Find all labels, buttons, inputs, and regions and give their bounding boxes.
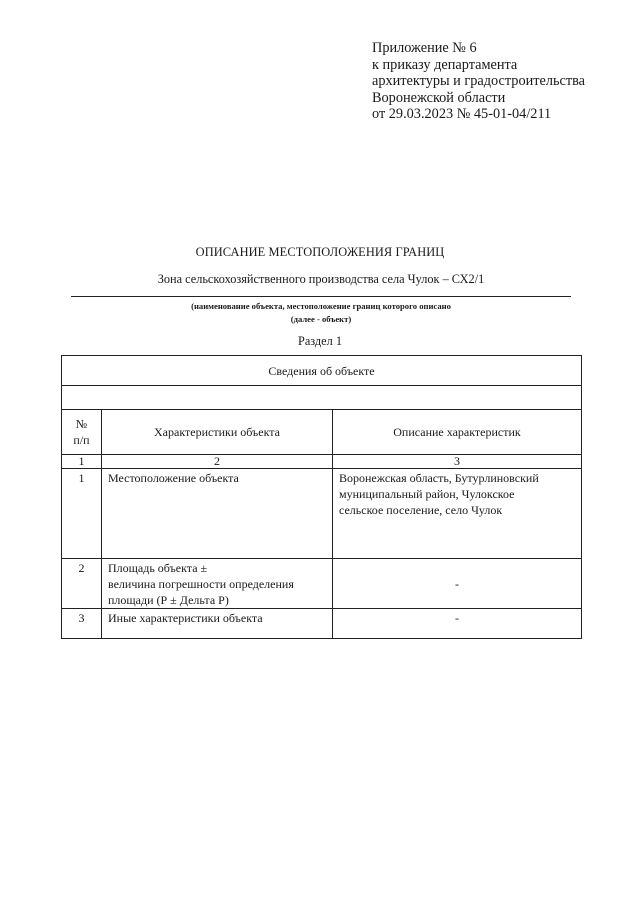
column-number: 1 — [62, 455, 102, 469]
table-empty-row — [62, 386, 582, 410]
row-description: - — [333, 609, 582, 639]
object-info-table — [61, 355, 582, 639]
description-line: Воронежская область, Бутурлиновский — [339, 471, 539, 485]
appendix-line: Приложение № 6 — [372, 40, 477, 56]
header-num-line: п/п — [73, 433, 90, 447]
characteristic-line: площади (Р ± Дельта Р) — [108, 593, 229, 607]
row-number: 3 — [62, 609, 102, 639]
table-title-row — [62, 356, 582, 386]
row-description: - — [333, 559, 582, 609]
underline-rule — [71, 296, 571, 297]
table-row — [62, 469, 582, 559]
characteristic-line: Площадь объекта ± — [108, 561, 208, 575]
row-number: 2 — [62, 559, 102, 609]
column-number: 2 — [102, 455, 333, 469]
document-title: ОПИСАНИЕ МЕСТОПОЛОЖЕНИЯ ГРАНИЦ — [195, 245, 445, 259]
caption-line: (наименование объекта, местоположение границ которого описано — [191, 301, 451, 311]
appendix-line: к приказу департамента — [372, 56, 518, 73]
column-number: 3 — [333, 455, 582, 469]
row-characteristic: Местоположение объекта — [102, 469, 333, 559]
row-characteristic: Иные характеристики объекта — [102, 609, 333, 639]
header-num — [62, 410, 102, 455]
appendix-line: Воронежской области — [372, 89, 506, 106]
row-description — [333, 469, 582, 559]
appendix-line: архитектуры и градостроительства — [372, 73, 586, 90]
empty-cell — [62, 386, 582, 410]
table-header-row — [62, 410, 582, 455]
column-number-row — [62, 455, 582, 469]
object-caption — [71, 300, 571, 325]
table-title: Сведения об объекте — [62, 356, 582, 386]
header-num-line: № — [75, 417, 88, 431]
caption-line: (далее - объект) — [290, 313, 352, 324]
description-line: сельское поселение, село Чулок — [339, 503, 503, 517]
appendix-header — [372, 40, 632, 123]
row-number: 1 — [62, 469, 102, 559]
row-characteristic — [102, 559, 333, 609]
characteristic-line: величина погрешности определения — [108, 577, 294, 591]
appendix-line: от 29.03.2023 № 45-01-04/211 — [372, 106, 552, 123]
description-line: муниципальный район, Чулокское — [339, 487, 515, 501]
table-row — [62, 609, 582, 639]
table-row — [62, 559, 582, 609]
header-characteristics: Характеристики объекта — [102, 410, 333, 455]
object-name: Зона сельскохозяйственного производства села Чулок – СХ2/1 — [157, 272, 485, 286]
header-description: Описание характеристик — [333, 410, 582, 455]
section-title: Раздел 1 — [297, 334, 342, 348]
